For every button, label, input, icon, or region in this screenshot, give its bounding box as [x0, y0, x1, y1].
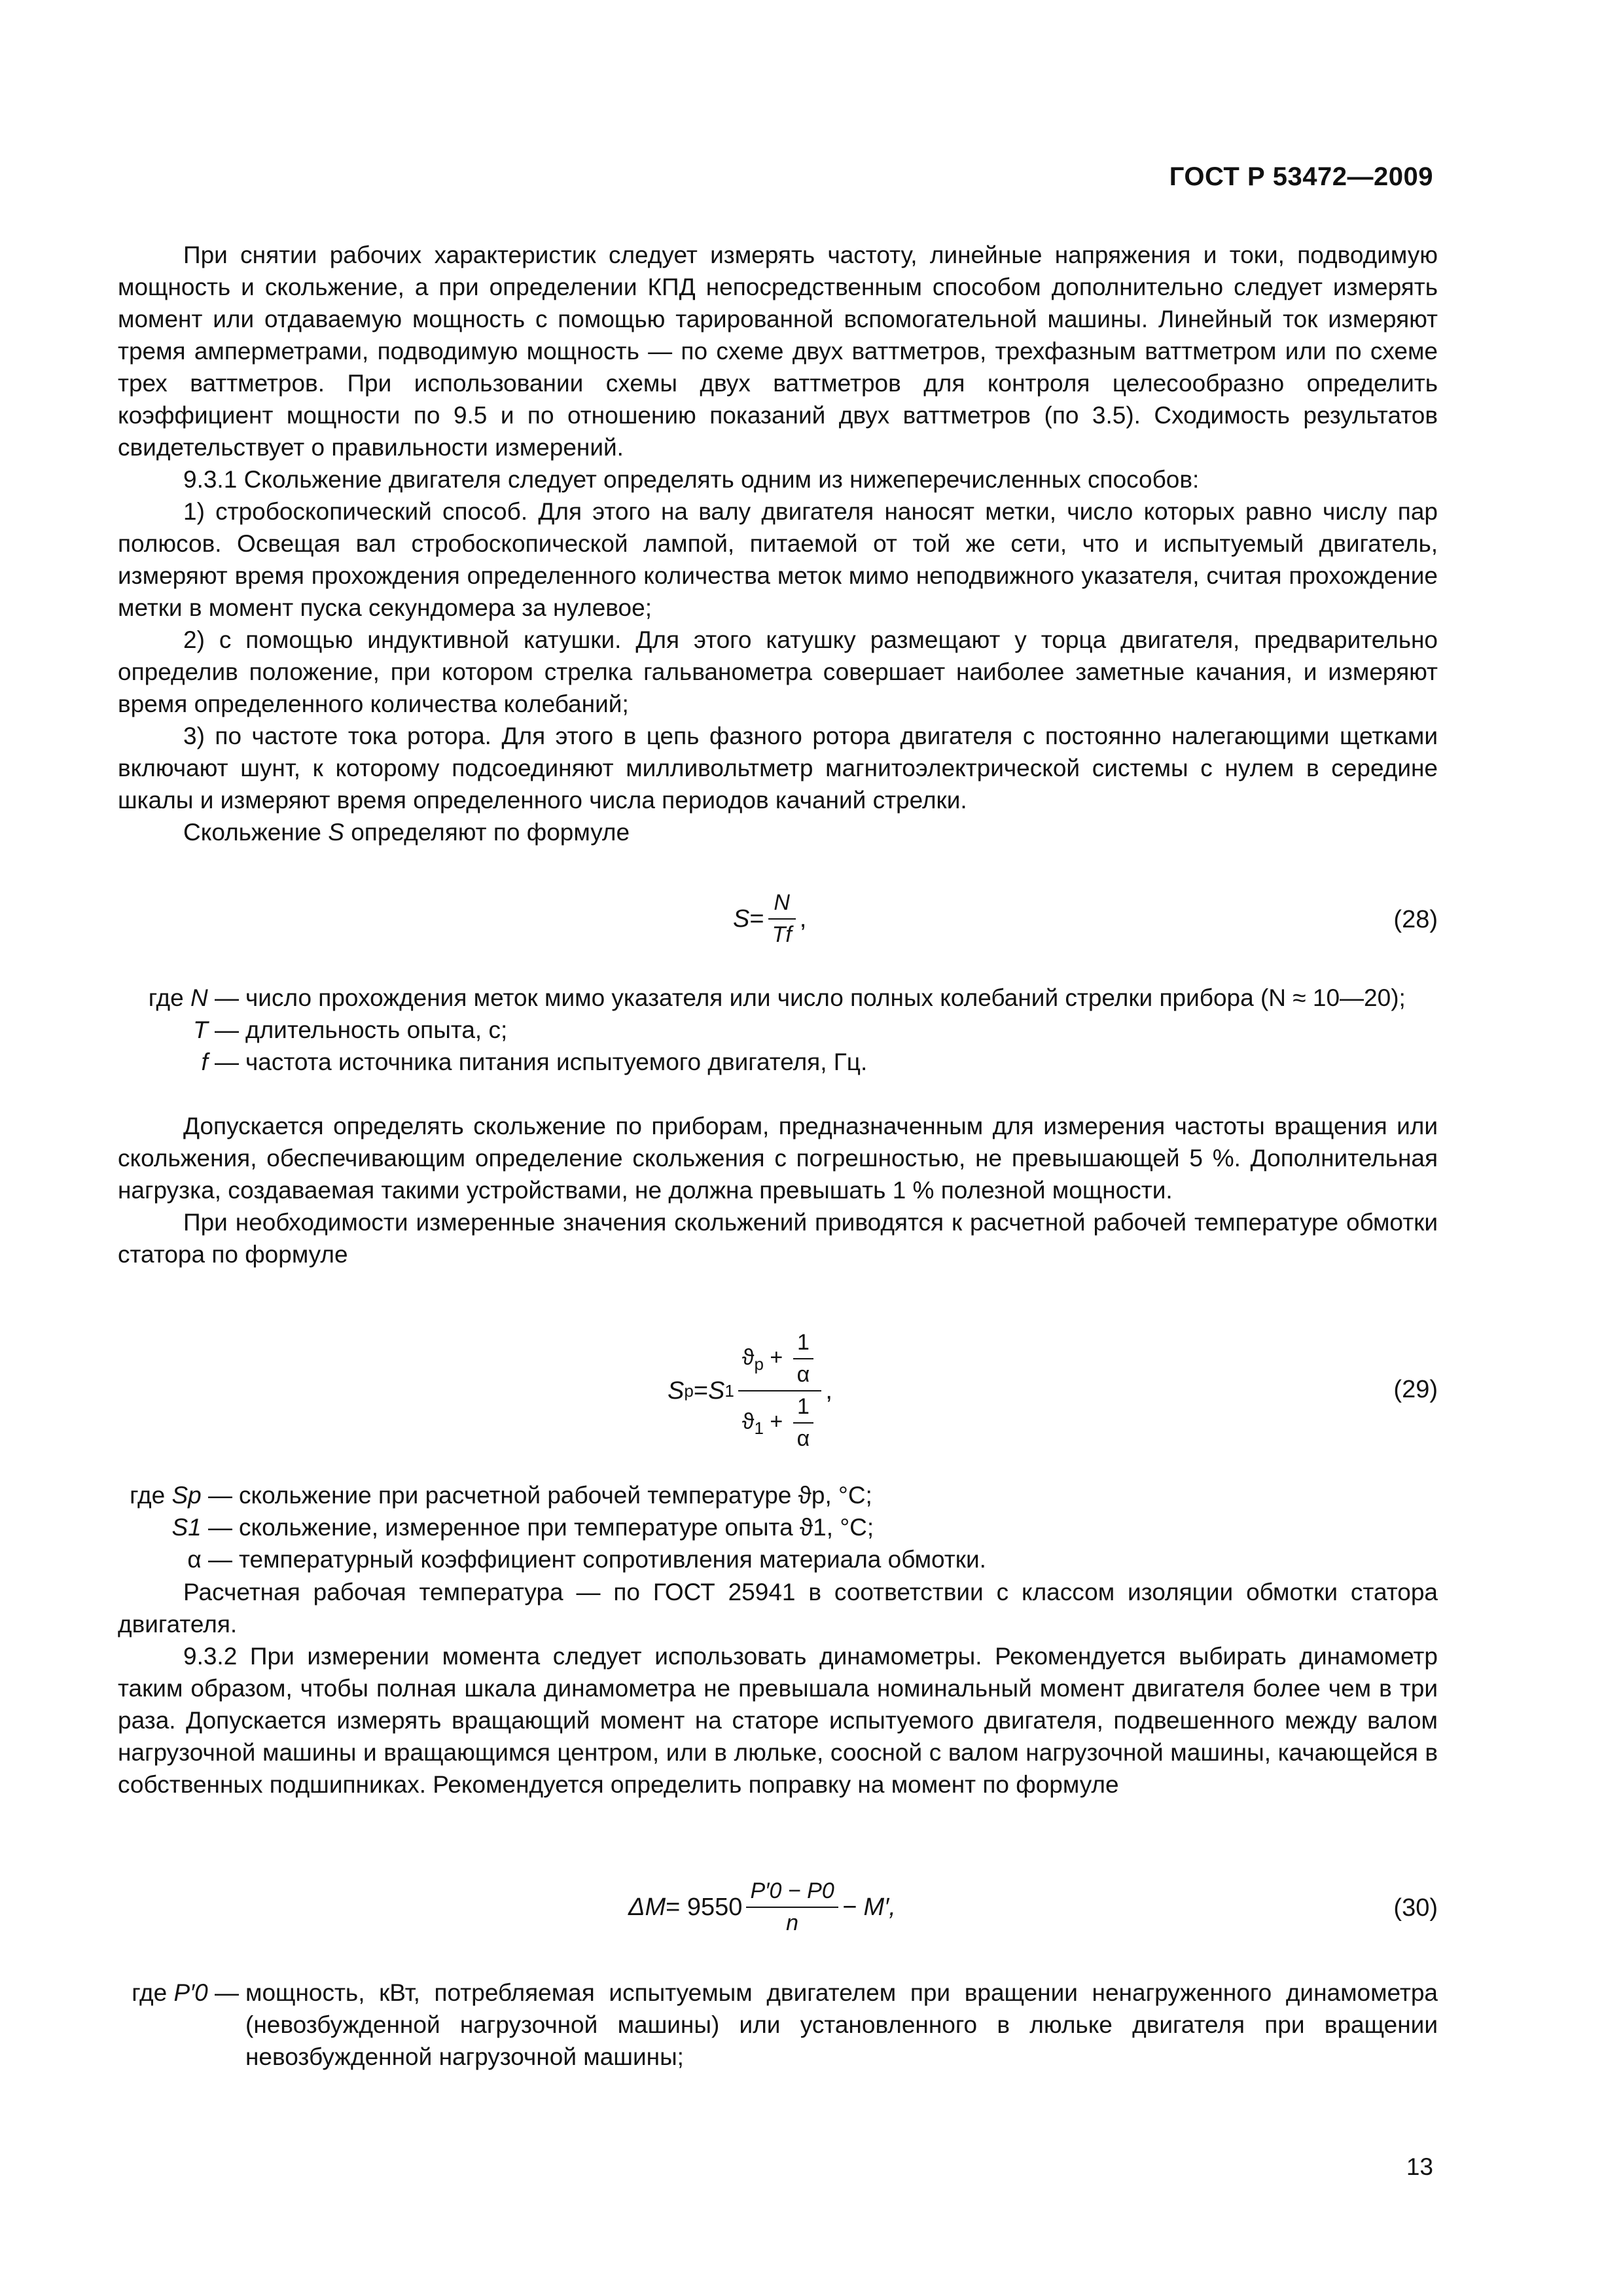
paragraph-9-3-1: 9.3.1 Скольжение двигателя следует определять одним из нижеперечисленных способов: [183, 466, 1200, 493]
paragraph-rotor-current: 3) по частоте тока ротора. Для этого в цепь фазного ротора двигателя с постоянно налегающими щетками включают шунт, к которому подсоединяют милливольтметр магнитоэлектрической системы с нулем в середине шкалы и измеряют время определенного числа периодов качаний стрелки. [118, 723, 1438, 814]
paragraph-slip-formula-intro: Скольжение S определяют по формуле [183, 819, 630, 846]
text-block-2 [118, 1110, 1438, 1270]
paragraph-temperature-reduction: При необходимости измеренные значения скольжений приводятся к расчетной рабочей температуре обмотки статора по формуле [118, 1209, 1438, 1268]
paragraph-measurements: При снятии рабочих характеристик следует измерять частоту, линейные напряжения и токи, подводимую мощность и скольжение, а при определении КПД непосредственным способом дополнительно следует измерять момент или отдаваемую мощность с помощью тарированной вспомогательной машины. Линейный ток измеряют тремя амперметрами, подводимую мощность — по схеме двух ваттметров, трехфазным ваттметром или по схеме трех ваттметров. При использовании схемы двух ваттметров для контроля целесообразно определить коэффициент мощности по 9.5 и по отношению показаний двух ваттметров (по 3.5). Сходимость результатов свидетельствует о правильности измерений. [118, 242, 1438, 461]
definition-row: T — длительность опыта, с; [193, 1016, 508, 1043]
formula-30-expression: ΔM = 9550 $\frac{P'0 - P0}{n}$ − M′, [628, 1878, 896, 1935]
formula-30-fraction: $\frac{P'0 - P0}{n}$ [746, 1878, 838, 1936]
equation-number-29: (29) [1393, 1376, 1438, 1403]
definition-row: где N — число прохождения меток мимо указателя или число полных колебаний стрелки прибора (N ≈ 10—20); [148, 984, 1406, 1011]
paragraph-9-3-2: 9.3.2 При измерении момента следует использовать динамометры. Рекомендуется выбирать динамометр таким образом, чтобы полная шкала динамометра не превышала номинальный момент двигателя более чем в три раза. Допускается измерять вращающий момент на статоре испытуемого двигателя, подвешенного между валом нагрузочной машины и вращающимся центром, или в люльке, соосной с валом нагрузочной машины, качающейся в собственных подшипниках. Рекомендуется определить поправку на момент по формуле [118, 1643, 1438, 1798]
page-number: 13 [1406, 2153, 1433, 2180]
definition-row: α — температурный коэффициент сопротивления материала обмотки. [187, 1546, 986, 1573]
formula-28-expression: S = $\frac{N}{Tf}$ , [733, 890, 807, 947]
text-block-1 [118, 239, 1438, 848]
formula-29-fraction: $ϑ_р$ + $\frac{1}{\alpha}$ $ϑ_1$ + $\frac{1}{\alpha}$ [738, 1330, 821, 1452]
formula-29 [118, 1322, 1438, 1460]
definition-row: f — частота источника питания испытуемого двигателя, Гц. [201, 1049, 868, 1075]
definitions-30 [118, 1977, 1438, 2073]
definition-row: где Sр — скольжение при расчетной рабочей температуре ϑр, °С; [130, 1482, 872, 1509]
formula-28 [118, 890, 1438, 962]
definitions-29 [118, 1479, 1438, 1575]
formula-30 [118, 1878, 1438, 1950]
equation-number-28: (28) [1393, 906, 1438, 933]
standard-header: ГОСТ Р 53472—2009 [1169, 162, 1433, 191]
formula-29-expression: S р = S 1 $ϑ_р$ + $\frac{1}{\alpha}$ $ϑ_1$ + $\frac{1}{\alpha}$ , [668, 1330, 832, 1451]
paragraph-design-temperature: Расчетная рабочая температура — по ГОСТ 25941 в соответствии с классом изоляции обмотки статора двигателя. [118, 1579, 1438, 1638]
definition-row: где P′0 — мощность, кВт, потребляемая испытуемым двигателем при вращении ненагруженного динамометра (невозбужденной нагрузочной машины) или установленного в люльке двигателя при вращении невозбужденной нагрузочной машины; [132, 1979, 1438, 2070]
formula-28-fraction: $\frac{N}{Tf}$ [768, 890, 796, 948]
equation-number-30: (30) [1393, 1894, 1438, 1922]
paragraph-stroboscopic: 1) стробоскопический способ. Для этого на валу двигателя наносят метки, число которых равно числу пар полюсов. Освещая вал стробоскопической лампой, питаемой от той же сети, что и испытуемый двигатель, измеряют время прохождения определенного количества меток мимо неподвижного указателя, считая прохождение метки в момент пуска секундомера за нулевое; [118, 498, 1438, 621]
text-block-3 [118, 1576, 1438, 1801]
paragraph-slip-instruments: Допускается определять скольжение по приборам, предназначенным для измерения частоты вращения или скольжения, обеспечивающим определение скольжения с погрешностью, не превышающей 5 %. Дополнительная нагрузка, создаваемая такими устройствами, не должна превышать 1 % полезной мощности. [118, 1113, 1438, 1204]
paragraph-inductive-coil: 2) с помощью индуктивной катушки. Для этого катушку размещают у торца двигателя, предварительно определив положение, при котором стрелка гальванометра совершает наиболее заметные качания, и измеряют время определенного количества колебаний; [118, 626, 1438, 717]
definitions-28 [118, 982, 1438, 1078]
definition-row: S1 — скольжение, измеренное при температуре опыта ϑ1, °С; [171, 1514, 874, 1541]
